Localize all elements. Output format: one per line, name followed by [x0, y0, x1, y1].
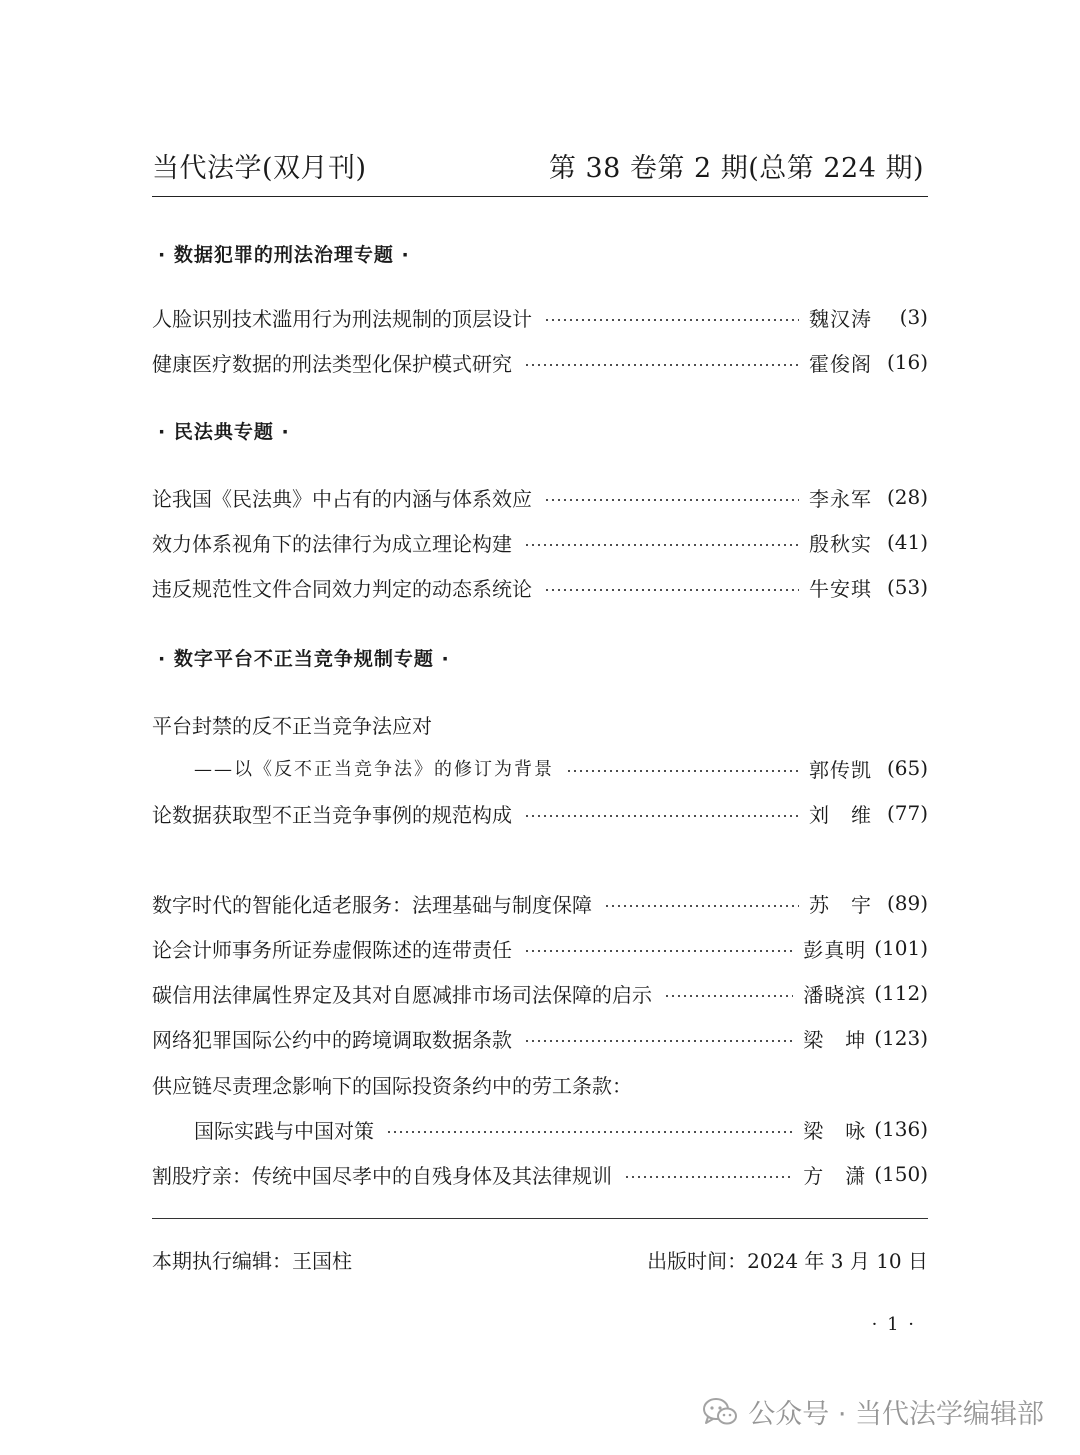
article-author: 梁 咏	[803, 1118, 867, 1143]
toc-entry[interactable]	[152, 572, 928, 602]
article-subtitle[interactable]: ——以《反不正当竞争法》的修订为背景	[194, 759, 554, 780]
toc-entry[interactable]	[152, 933, 928, 963]
article-title[interactable]: 网络犯罪国际公约中的跨境调取数据条款	[152, 1027, 512, 1052]
toc-entry[interactable]	[152, 347, 928, 377]
article-page: (112)	[874, 981, 928, 1005]
toc-entry[interactable]	[194, 753, 928, 783]
executive-editor: 本期执行编辑：王国柱	[152, 1249, 352, 1273]
article-author: 苏 宇	[809, 892, 872, 917]
article-title[interactable]: 效力体系视角下的法律行为成立理论构建	[152, 531, 512, 556]
journal-header	[152, 140, 928, 197]
article-page: (136)	[874, 1117, 928, 1141]
article-title[interactable]: 人脸识别技术滥用行为刑法规制的顶层设计	[152, 306, 532, 331]
section-heading-data-crime: · 数据犯罪的刑法治理专题 ·	[158, 244, 410, 266]
dot-leader	[544, 589, 799, 591]
section-heading-civil-code: · 民法典专题 ·	[158, 421, 290, 443]
article-author: 霍俊阁	[809, 351, 872, 376]
article-author: 刘 维	[809, 802, 872, 827]
article-page: (3)	[899, 305, 928, 329]
article-title[interactable]: 数字时代的智能化适老服务：法理基础与制度保障	[152, 892, 592, 917]
toc-entry[interactable]	[194, 1114, 928, 1144]
dot-leader	[544, 499, 799, 501]
article-author: 魏汉涛	[809, 306, 872, 331]
toc-entry[interactable]	[152, 527, 928, 557]
article-page: (28)	[886, 485, 928, 509]
article-title[interactable]: 平台封禁的反不正当竞争法应对	[152, 714, 432, 738]
dot-leader	[524, 1040, 793, 1042]
article-author: 彭真明	[803, 937, 867, 962]
dot-leader	[664, 995, 793, 997]
page-number: · 1 ·	[871, 1314, 916, 1335]
section-heading-digital-platform: · 数字平台不正当竞争规制专题 ·	[158, 648, 450, 670]
article-title[interactable]: 健康医疗数据的刑法类型化保护模式研究	[152, 351, 512, 376]
article-author: 李永军	[809, 486, 872, 511]
article-page: (101)	[874, 936, 928, 960]
article-title[interactable]: 违反规范性文件合同效力判定的动态系统论	[152, 576, 532, 601]
toc-entry[interactable]	[152, 482, 928, 512]
article-page: (89)	[886, 891, 928, 915]
watermark	[702, 1392, 1044, 1431]
article-title[interactable]: 论数据获取型不正当竞争事例的规范构成	[152, 802, 512, 827]
article-page: (41)	[886, 530, 928, 554]
article-subtitle[interactable]: 国际实践与中国对策	[194, 1118, 374, 1143]
article-title[interactable]: 供应链尽责理念影响下的国际投资条约中的劳工条款：	[152, 1074, 632, 1098]
toc-entry[interactable]	[152, 888, 928, 918]
dot-leader	[386, 1131, 793, 1133]
toc-entry[interactable]	[152, 978, 928, 1008]
article-title[interactable]: 碳信用法律属性界定及其对自愿减排市场司法保障的启示	[152, 982, 652, 1007]
dot-leader	[624, 1176, 793, 1178]
toc-entry[interactable]	[152, 798, 928, 828]
article-author: 梁 坤	[803, 1027, 867, 1052]
dot-leader	[544, 319, 799, 321]
article-page: (150)	[874, 1162, 928, 1186]
article-page: (77)	[886, 801, 928, 825]
dot-leader	[524, 815, 799, 817]
article-title[interactable]: 论我国《民法典》中占有的内涵与体系效应	[152, 486, 532, 511]
article-page: (16)	[886, 350, 928, 374]
toc-entry[interactable]	[152, 1159, 928, 1189]
publication-date: 出版时间：2024 年 3 月 10 日	[647, 1249, 928, 1273]
dot-leader	[524, 544, 799, 546]
toc-entry[interactable]	[152, 1023, 928, 1053]
dot-leader	[524, 950, 793, 952]
article-author: 郭传凯	[809, 757, 872, 782]
article-page: (123)	[874, 1026, 928, 1050]
article-title[interactable]: 论会计师事务所证券虚假陈述的连带责任	[152, 937, 512, 962]
article-page: (65)	[886, 756, 928, 780]
article-author: 潘晓滨	[803, 982, 867, 1007]
dot-leader	[604, 905, 799, 907]
toc-entry[interactable]	[152, 302, 928, 332]
article-author: 殷秋实	[809, 531, 872, 556]
article-author: 方 潇	[803, 1163, 867, 1188]
dot-leader	[566, 770, 799, 772]
article-author: 牛安琪	[809, 576, 872, 601]
dot-leader	[524, 364, 799, 366]
wechat-icon	[702, 1397, 738, 1427]
issue-info: 第 38 卷第 2 期(总第 224 期)	[548, 153, 924, 184]
watermark-text: 公众号 · 当代法学编辑部	[748, 1399, 1044, 1430]
footer-divider	[152, 1218, 928, 1219]
article-title[interactable]: 割股疗亲：传统中国尽孝中的自残身体及其法律规训	[152, 1163, 612, 1188]
journal-title: 当代法学(双月刊)	[152, 153, 367, 184]
article-page: (53)	[886, 575, 928, 599]
